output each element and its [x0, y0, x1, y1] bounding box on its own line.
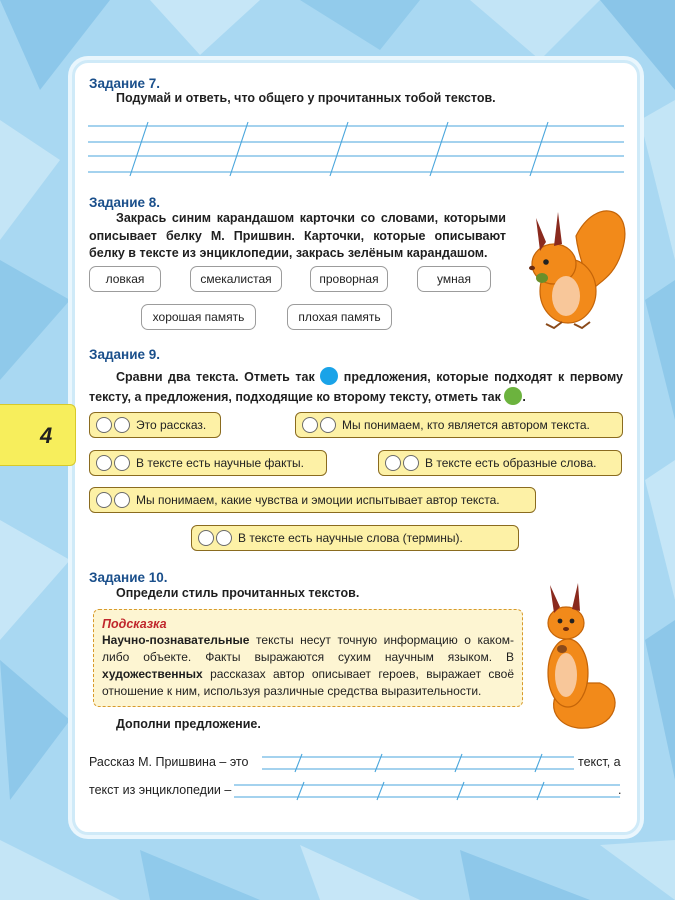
sentence1-start: Рассказ М. Пришвина – это	[89, 755, 249, 769]
blue-check-circle[interactable]	[96, 455, 112, 471]
page-number: 4	[40, 423, 53, 448]
green-check-circle[interactable]	[114, 417, 130, 433]
hint-text-2: рассказах автор описывает героев, выражает своё отношение к ним, используя различные средства выразительности.	[102, 667, 514, 698]
statement-label: Мы понимаем, какие чувства и эмоции испытывает автор текста.	[136, 493, 500, 507]
task8-title: Задание 8.	[89, 195, 161, 210]
blue-check-circle[interactable]	[96, 492, 112, 508]
task7-answer-lines[interactable]	[88, 118, 624, 180]
statement-row[interactable]	[89, 412, 221, 438]
green-check-circle[interactable]	[216, 530, 232, 546]
hint-term-artistic: художественных	[102, 667, 203, 681]
green-check-circle[interactable]	[320, 417, 336, 433]
statement-label: В тексте есть научные слова (термины).	[238, 531, 463, 545]
complete-label: Дополни предложение.	[116, 717, 261, 731]
statement-row[interactable]	[378, 450, 622, 476]
statement-label: В тексте есть научные факты.	[136, 456, 304, 470]
blue-check-circle[interactable]	[385, 455, 401, 471]
card-lovkaya[interactable]: ловкая	[89, 266, 161, 292]
task8-text: Закрась синим карандашом карточки со словами, которыми описывает белку М. Пришвин. Карточки, которые описывают белку в тексте из энциклопедии, закрась зелёным карандашом.	[89, 211, 506, 260]
task9-text	[89, 367, 623, 406]
statement-label: Это рассказ.	[136, 418, 207, 432]
hint-box	[93, 609, 523, 707]
blue-check-circle[interactable]	[96, 417, 112, 433]
task10-text: Определи стиль прочитанных текстов.	[116, 586, 360, 600]
statement-label: В тексте есть образные слова.	[425, 456, 597, 470]
green-check-circle[interactable]	[114, 455, 130, 471]
sentence2-start: текст из энциклопедии –	[89, 783, 232, 797]
card-umnaya[interactable]: умная	[417, 266, 491, 292]
card-good-memory[interactable]: хорошая память	[141, 304, 256, 330]
task7-title: Задание 7.	[89, 76, 161, 91]
statement-row[interactable]	[295, 412, 623, 438]
green-check-circle[interactable]	[403, 455, 419, 471]
task9-title: Задание 9.	[89, 347, 161, 362]
hint-title: Подсказка	[102, 617, 167, 631]
page-number-tab	[0, 404, 76, 466]
statement-row[interactable]	[89, 487, 536, 513]
task7-text: Подумай и ответь, что общего у прочитанных тобой текстов.	[116, 91, 496, 105]
card-bad-memory[interactable]: плохая память	[287, 304, 392, 330]
hint-body	[102, 632, 514, 700]
sentence1-end: текст, а	[578, 755, 621, 769]
blue-dot-icon	[320, 367, 338, 385]
green-dot-icon	[504, 387, 522, 405]
squirrel-sitting-icon	[538, 583, 626, 733]
statement-row[interactable]	[191, 525, 519, 551]
card-provornaya[interactable]: проворная	[310, 266, 388, 292]
squirrel-icon	[518, 196, 628, 331]
statement-label: Мы понимаем, кто является автором текста.	[342, 418, 590, 432]
green-check-circle[interactable]	[114, 492, 130, 508]
hint-term-scientific: Научно-познавательные	[102, 633, 250, 647]
blue-check-circle[interactable]	[302, 417, 318, 433]
task10-title: Задание 10.	[89, 570, 168, 585]
hint-text-1: тексты несут точную информацию о каком-либо объекте. Факты выражаются сухим научным языком. В	[102, 633, 514, 664]
blue-check-circle[interactable]	[198, 530, 214, 546]
task9-text-part1: Сравни два текста. Отметь так	[116, 370, 315, 384]
task9-text-part2: предложения, которые подходят к первому тексту, а предложения, подходящие ко второму тексту, отметь так	[89, 370, 623, 404]
statement-row[interactable]	[89, 450, 327, 476]
task9-text-end: .	[522, 389, 526, 404]
sentence2-answer-line[interactable]	[234, 780, 620, 802]
sentence1-answer-line[interactable]	[262, 752, 574, 774]
card-smekalistaya[interactable]: смекалистая	[190, 266, 282, 292]
sentence2-end: .	[618, 783, 622, 797]
